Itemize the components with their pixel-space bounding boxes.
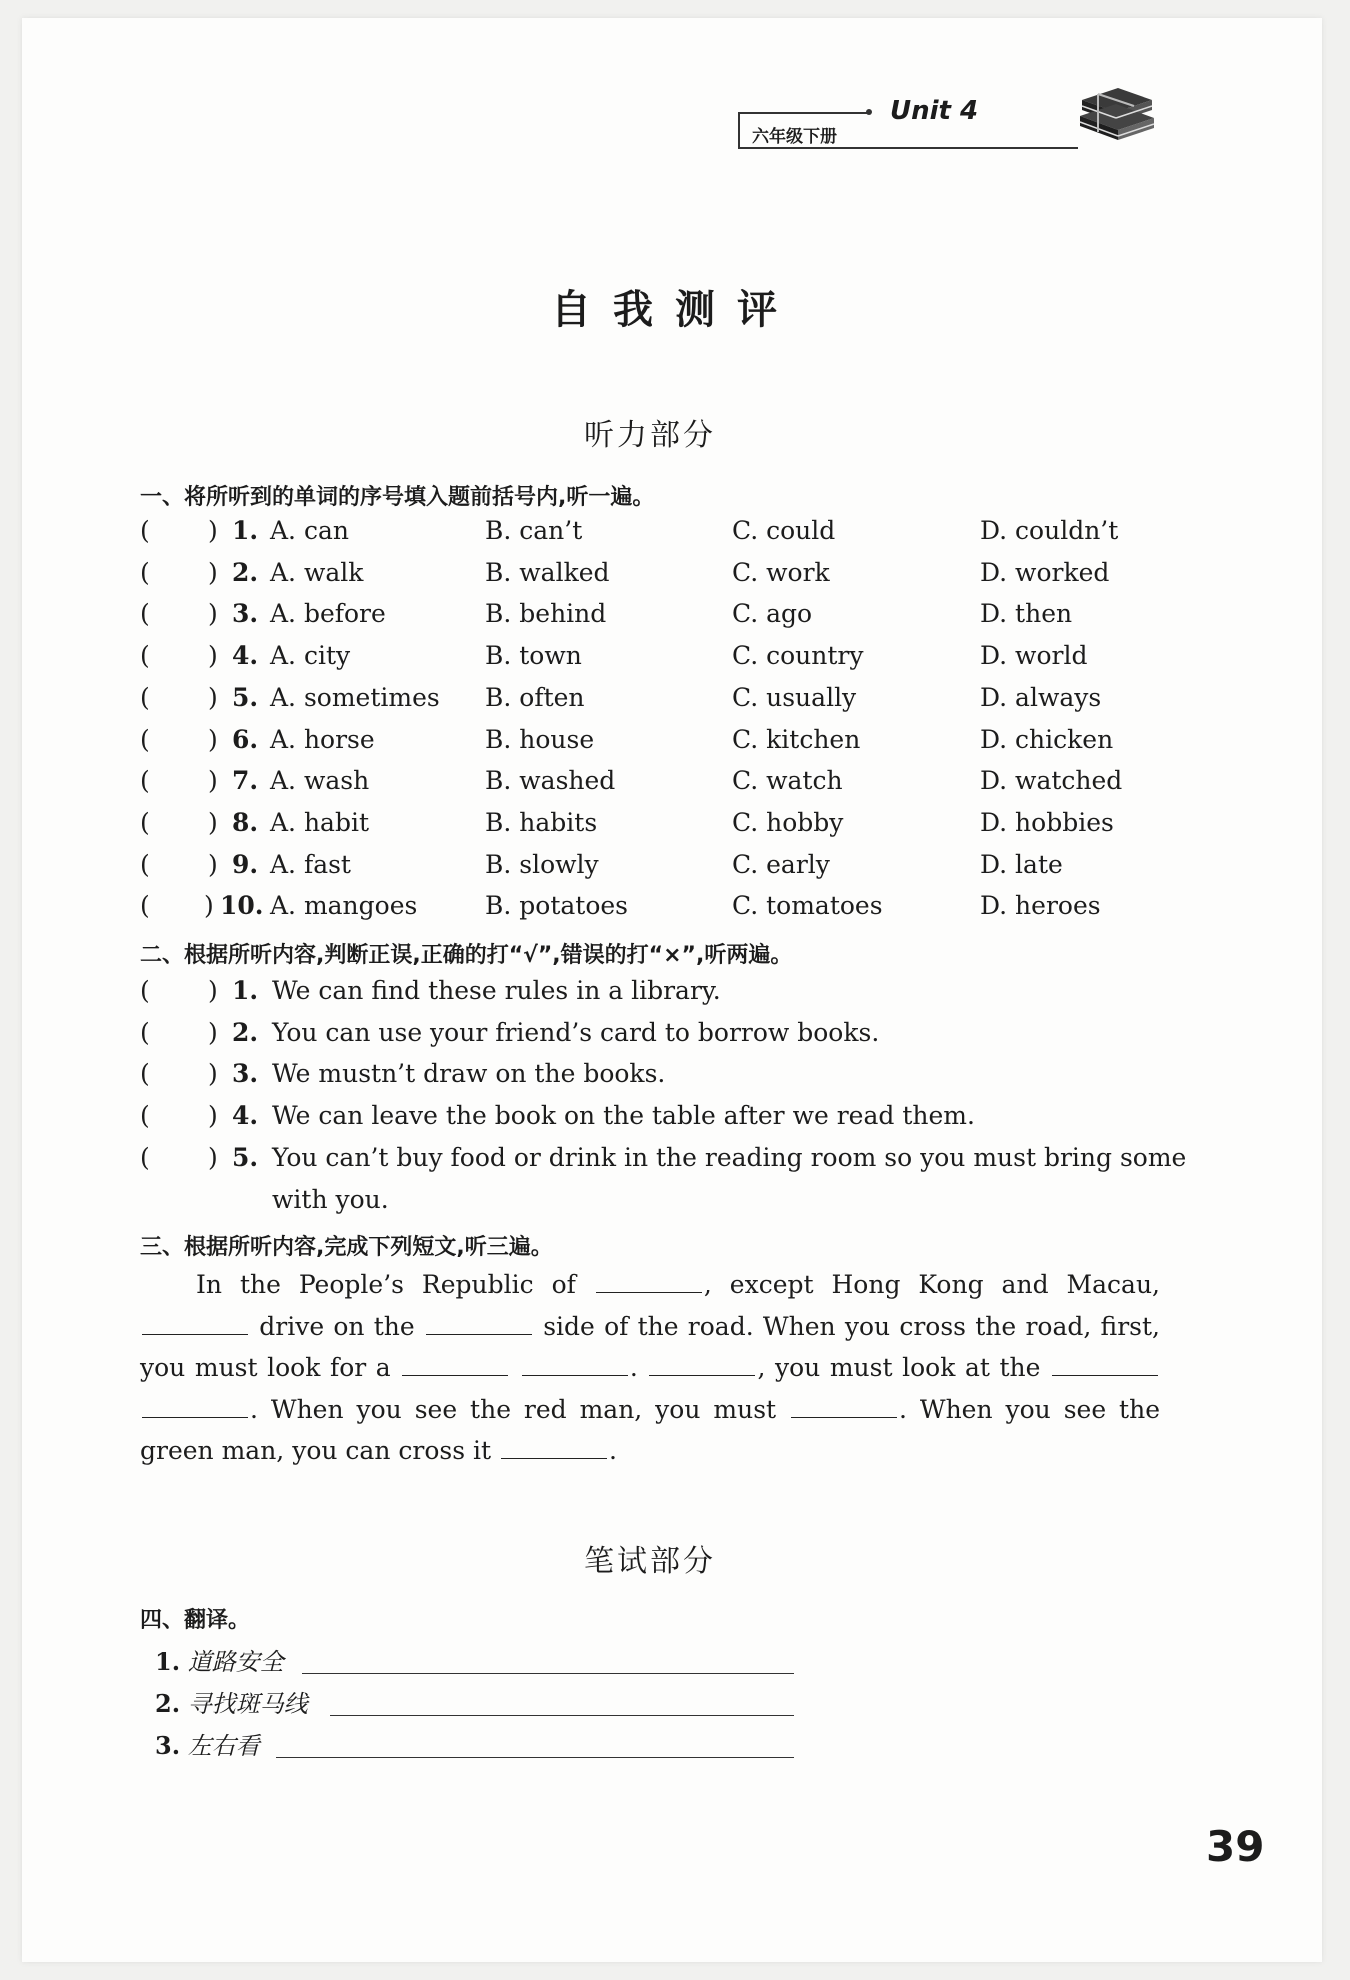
blank-5[interactable] [522,1353,628,1376]
grade-label: 六年级下册 [738,112,848,148]
answer-paren-open[interactable]: ( [140,807,150,837]
section2-heading: 二、根据所听内容,判断正误,正确的打“√”,错误的打“×”,听两遍。 [140,943,793,968]
blank-6[interactable] [649,1353,755,1376]
answer-paren-open[interactable]: ( [140,849,150,879]
option-a: A. before [270,599,386,629]
translation-answer-line-1[interactable] [302,1673,794,1674]
translation-answer-line-2[interactable] [330,1715,794,1716]
option-d: D. world [980,641,1088,671]
blank-7[interactable] [1052,1353,1158,1376]
option-d: D. couldn’t [980,516,1119,545]
translation-item-2: 2. 寻找斑马线 [155,1689,308,1718]
answer-paren-close: ) [208,724,218,754]
option-b: B. behind [485,599,607,629]
header-rule [738,147,1078,149]
answer-paren-close: ) [208,599,218,629]
option-d: D. watched [980,766,1123,796]
question-number: 3. [232,599,259,629]
answer-paren-close: ) [208,1059,218,1089]
answer-paren-open[interactable]: ( [140,766,150,796]
answer-paren-open[interactable]: ( [140,599,150,629]
statement-number: 1. [232,976,259,1005]
writing-section-title: 笔试部分 [584,1544,716,1579]
statement-text: We can leave the book on the table after we read them. [272,1101,975,1131]
answer-paren-open[interactable]: ( [140,976,150,1005]
answer-paren-close: ) [208,1101,218,1131]
answer-paren-close: ) [208,976,218,1005]
books-stack-icon [1076,86,1156,152]
option-c: C. could [732,516,836,545]
option-c: C. kitchen [732,724,861,754]
blank-2[interactable] [142,1312,248,1335]
question-number: 9. [232,849,259,879]
statement-number: 4. [232,1101,259,1131]
option-a: A. fast [270,849,351,879]
answer-paren-open[interactable]: ( [140,891,150,921]
answer-paren-open[interactable]: ( [140,1142,150,1172]
option-b: B. house [485,724,595,754]
answer-paren-open[interactable]: ( [140,557,150,587]
question-number: 5. [232,682,259,712]
translation-answer-line-3[interactable] [276,1757,794,1758]
question-number: 2. [232,557,259,587]
option-a: A. can [270,516,349,545]
answer-paren-open[interactable]: ( [140,641,150,671]
answer-paren-close: ) [208,807,218,837]
option-b: B. can’t [485,516,583,545]
option-c: C. country [732,641,864,671]
option-b: B. town [485,641,582,671]
statement-text: You can use your friend’s card to borrow books. [272,1017,880,1047]
option-c: C. usually [732,682,857,712]
blank-4[interactable] [402,1353,508,1376]
option-d: D. chicken [980,724,1114,754]
translation-item-3: 3. 左右看 [155,1731,260,1760]
option-d: D. worked [980,557,1110,587]
answer-paren-close: ) [208,641,218,671]
option-a: A. mangoes [270,891,418,921]
question-number: 7. [232,766,259,796]
header-rule-short [848,112,868,114]
answer-paren-close: ) [208,766,218,796]
answer-paren-close: ) [208,516,218,545]
section1-heading: 一、将所听到的单词的序号填入题前括号内,听一遍。 [140,485,655,510]
option-c: C. watch [732,766,843,796]
translation-item-1: 1. 道路安全 [155,1647,284,1676]
option-a: A. city [270,641,351,671]
answer-paren-open[interactable]: ( [140,1059,150,1089]
answer-paren-open[interactable]: ( [140,1101,150,1131]
option-a: A. sometimes [270,682,440,712]
question-number: 6. [232,724,259,754]
option-c: C. hobby [732,807,844,837]
answer-paren-close: ) [208,682,218,712]
option-a: A. horse [270,724,375,754]
page-number: 39 [1206,1822,1265,1871]
listening-section-title: 听力部分 [584,418,716,453]
answer-paren-open[interactable]: ( [140,682,150,712]
answer-paren-open[interactable]: ( [140,1017,150,1047]
answer-paren-close: ) [208,849,218,879]
page-title: 自我测评 [551,287,799,333]
blank-1[interactable] [596,1270,702,1293]
statement-text: We mustn’t draw on the books. [272,1059,666,1089]
answer-paren-open[interactable]: ( [140,516,150,545]
option-b: B. slowly [485,849,599,879]
option-d: D. late [980,849,1063,879]
blank-10[interactable] [501,1436,607,1459]
section4-heading: 四、翻译。 [140,1608,251,1633]
option-a: A. habit [270,807,369,837]
question-number: 8. [232,807,259,837]
option-c: C. work [732,557,830,587]
answer-paren-close: ) [208,1142,218,1172]
answer-paren-close: ) [208,1017,218,1047]
option-d: D. then [980,599,1073,629]
option-a: A. wash [270,766,370,796]
statement-number: 5. [232,1142,259,1172]
option-b: B. walked [485,557,610,587]
option-d: D. heroes [980,891,1101,921]
unit-label: Unit 4 [890,96,979,126]
answer-paren-close: ) [204,891,214,921]
option-b: B. washed [485,766,616,796]
blank-9[interactable] [791,1395,897,1418]
option-c: C. ago [732,599,813,629]
option-b: B. potatoes [485,891,628,921]
section3-heading: 三、根据所听内容,完成下列短文,听三遍。 [140,1235,553,1260]
option-b: B. often [485,682,585,712]
option-c: C. early [732,849,830,879]
option-d: D. hobbies [980,807,1114,837]
blank-3[interactable] [426,1312,532,1335]
statement-number: 2. [232,1017,259,1047]
question-number: 4. [232,641,259,671]
blank-8[interactable] [142,1395,248,1418]
question-number: 10. [220,891,264,921]
statement-text: You can’t buy food or drink in the reading room so you must bring some [272,1142,1187,1172]
question-number: 1. [232,516,259,545]
option-a: A. walk [270,557,364,587]
answer-paren-open[interactable]: ( [140,724,150,754]
option-b: B. habits [485,807,598,837]
option-c: C. tomatoes [732,891,883,921]
answer-paren-close: ) [208,557,218,587]
statement-number: 3. [232,1059,259,1089]
option-d: D. always [980,682,1102,712]
header-dot [866,109,872,115]
section3-passage: In the People’s Republic of , except Hong Kong and Macau, drive on the side of the road. When you cross the road, first, you must look for a . , you must look at the . When you see the red man, you must . When you see the green man, you can cross it . [140,1270,1161,1465]
statement-text: We can find these rules in a library. [272,976,721,1005]
